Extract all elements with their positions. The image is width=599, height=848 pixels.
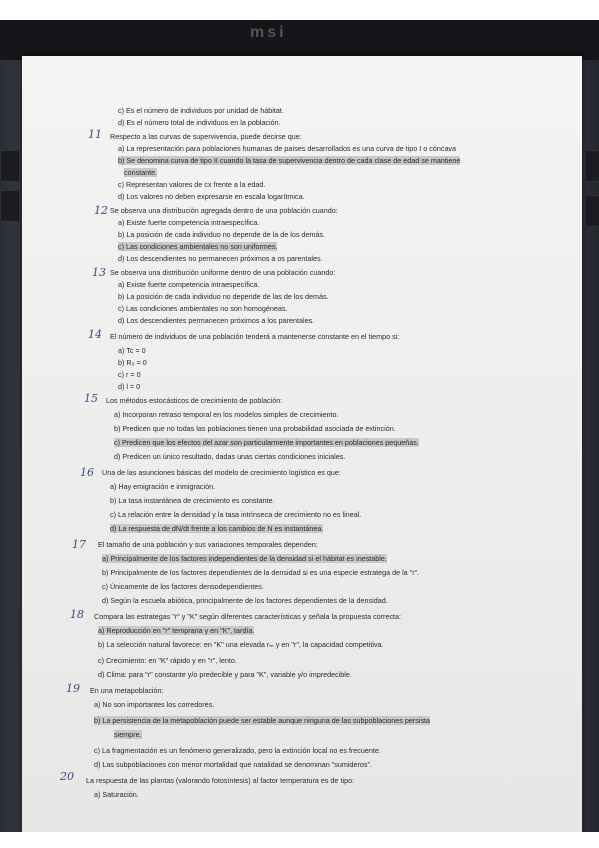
exam-text-line: c) r = 0 [118,370,141,379]
exam-text-line: c) Crecimiento: en "K" rápido y en "r", lento. [98,656,237,665]
handwritten-question-number: 16 [80,466,94,479]
exam-text-line: Una de las asunciones básicas del modelo de crecimiento logístico es que: [102,468,341,477]
handwritten-question-number: 18 [70,608,84,621]
exam-text-line: c) Únicamente de los factores densodependientes. [102,582,264,591]
exam-text-line: d) Predicen un único resultado, dadas unas ciertas condiciones iniciales. [114,452,346,461]
exam-text-line: Se observa una distribución agregada dentro de una población cuando: [110,206,338,215]
exam-text-line: b) La selección natural favorece: en "K" una elevada rₘ y en "r", la capacidad competitiva. [98,640,384,649]
exam-text-line: d) Los valores no deben expresarse en escala logarítmica. [118,192,305,201]
handwritten-question-number: 15 [84,392,98,405]
exam-text-line: d) Las subpoblaciones con menor mortalidad que natalidad se denominan "sumideros". [94,760,372,769]
exam-text-line: b) Predicen que no todas las poblaciones tienen una probabilidad asociada de extinción. [114,424,396,433]
laptop-edge [0,20,599,60]
exam-text-line: b) La tasa instantánea de crecimiento es constante. [110,496,275,505]
exam-text-line: c) Las condiciones ambientales no son homogéneas. [118,304,288,313]
exam-text-line: En una metapoblación: [90,686,164,695]
exam-text-line: c) La fragmentación es un fenómeno generalizado, pero la extinción local no es frecuente. [94,746,381,755]
exam-text-line: c) La relación entre la densidad y la tasa intrínseca de crecimiento no es lineal. [110,510,362,519]
exam-text-line: El tamaño de una población y sus variaciones temporales dependen: [98,540,318,549]
exam-text-line: a) Saturación. [94,790,139,799]
exam-text-line: a) Existe fuerte competencia intraespecífica. [118,280,260,289]
exam-text-line: c) Las condiciones ambientales no son uniformes. [118,242,278,251]
exam-text-line: a) Hay emigración e inmigración. [110,482,216,491]
exam-text-line: c) Predicen que los efectos del azar son particularmente importantes en poblaciones pequeñas. [114,438,419,447]
exam-text-line: La respuesta de las plantas (valorando fotosíntesis) al factor temperatura es de tipo: [86,776,355,785]
exam-text-line: Se observa una distribución uniforme dentro de una población cuando: [110,268,336,277]
exam-text-line: Respecto a las curvas de supervivencia, puede decirse que: [110,132,302,141]
exam-text-line: b) Se denomina curva de tipo II cuando la tasa de supervivencia dentro de cada clase de edad se mantiene [118,156,461,165]
exam-text-line: b) Principalmente de los factores dependientes de la densidad si es una especie estratega de la "r". [102,568,420,577]
exam-text-line: a) Reproducción en "r" temprana y en "K", tardía. [98,626,255,635]
photo [0,20,599,832]
handwritten-question-number: 13 [92,266,106,279]
exam-text-line: c) Representan valores de cx frente a la edad. [118,180,266,189]
exam-text-line: d) La respuesta de dN/dt frente a los cambios de N es instantánea. [110,524,324,533]
exam-text-line: a) Principalmente de los factores independientes de la densidad si el hábitat es inestable. [102,554,387,563]
handwritten-question-number: 14 [88,328,102,341]
exam-text-line: Los métodos estocásticos de crecimiento de población: [106,396,283,405]
exam-text-line: d) Es el número total de individuos en la población. [118,118,281,127]
exam-text-line: a) Existe fuerte competencia intraespecífica. [118,218,260,227]
laptop-brand-logo: msi [250,24,287,41]
handwritten-question-number: 20 [60,770,74,783]
exam-text-line: Compara las estrategas "r" y "K" según diferentes características y señala la propuesta correcta: [94,612,402,621]
exam-text-line: a) Incorporan retraso temporal en los modelos simples de crecimiento. [114,410,339,419]
exam-text-line: d) l = 0 [118,382,141,391]
keyboard-key [0,190,20,222]
exam-sheet [22,56,582,832]
handwritten-question-number: 19 [66,682,80,695]
handwritten-question-number: 17 [72,538,86,551]
exam-text-line: a) No son importantes los corredores. [94,700,215,709]
exam-text-line: d) Los descendientes no permanecen próximos a os parentales. [118,254,323,263]
exam-text-line: d) Según la escuela abiótica, principalmente de los factores dependientes de la densidad. [102,596,388,605]
handwritten-question-number: 11 [88,128,102,141]
exam-text-line: El número de individuos de una población tenderá a mantenerse constante en el tiempo si: [110,332,400,341]
keyboard-key [0,150,20,182]
exam-text-line: b) La persistencia de la metapoblación puede ser estable aunque ninguna de las subpoblaciones persista [94,716,431,725]
exam-text-line: d) Clima: para "r" constante y/o predecible y para "K", variable y/o impredecible. [98,670,352,679]
keyboard-key [585,195,599,227]
exam-text-line: b) R₀ = 0 [118,358,147,367]
exam-text-line: b) La posición de cada individuo no depende de la de los demás. [118,230,325,239]
exam-text-line: a) Tc = 0 [118,346,146,355]
exam-text-line: c) Es el número de individuos por unidad de hábitat. [118,106,284,115]
exam-text-line: siempre. [114,730,142,739]
exam-text-line: d) Los descendientes permanecen próximos a los parentales. [118,316,315,325]
exam-text-line: a) La representación para poblaciones humanas de países desarrollados es una curva de tipo I o cóncava [118,144,457,153]
handwritten-question-number: 12 [94,204,108,217]
keyboard-key [585,150,599,182]
exam-text-line: b) La posición de cada individuo no depende de las de los demás. [118,292,329,301]
exam-text-line: constante. [124,168,158,177]
